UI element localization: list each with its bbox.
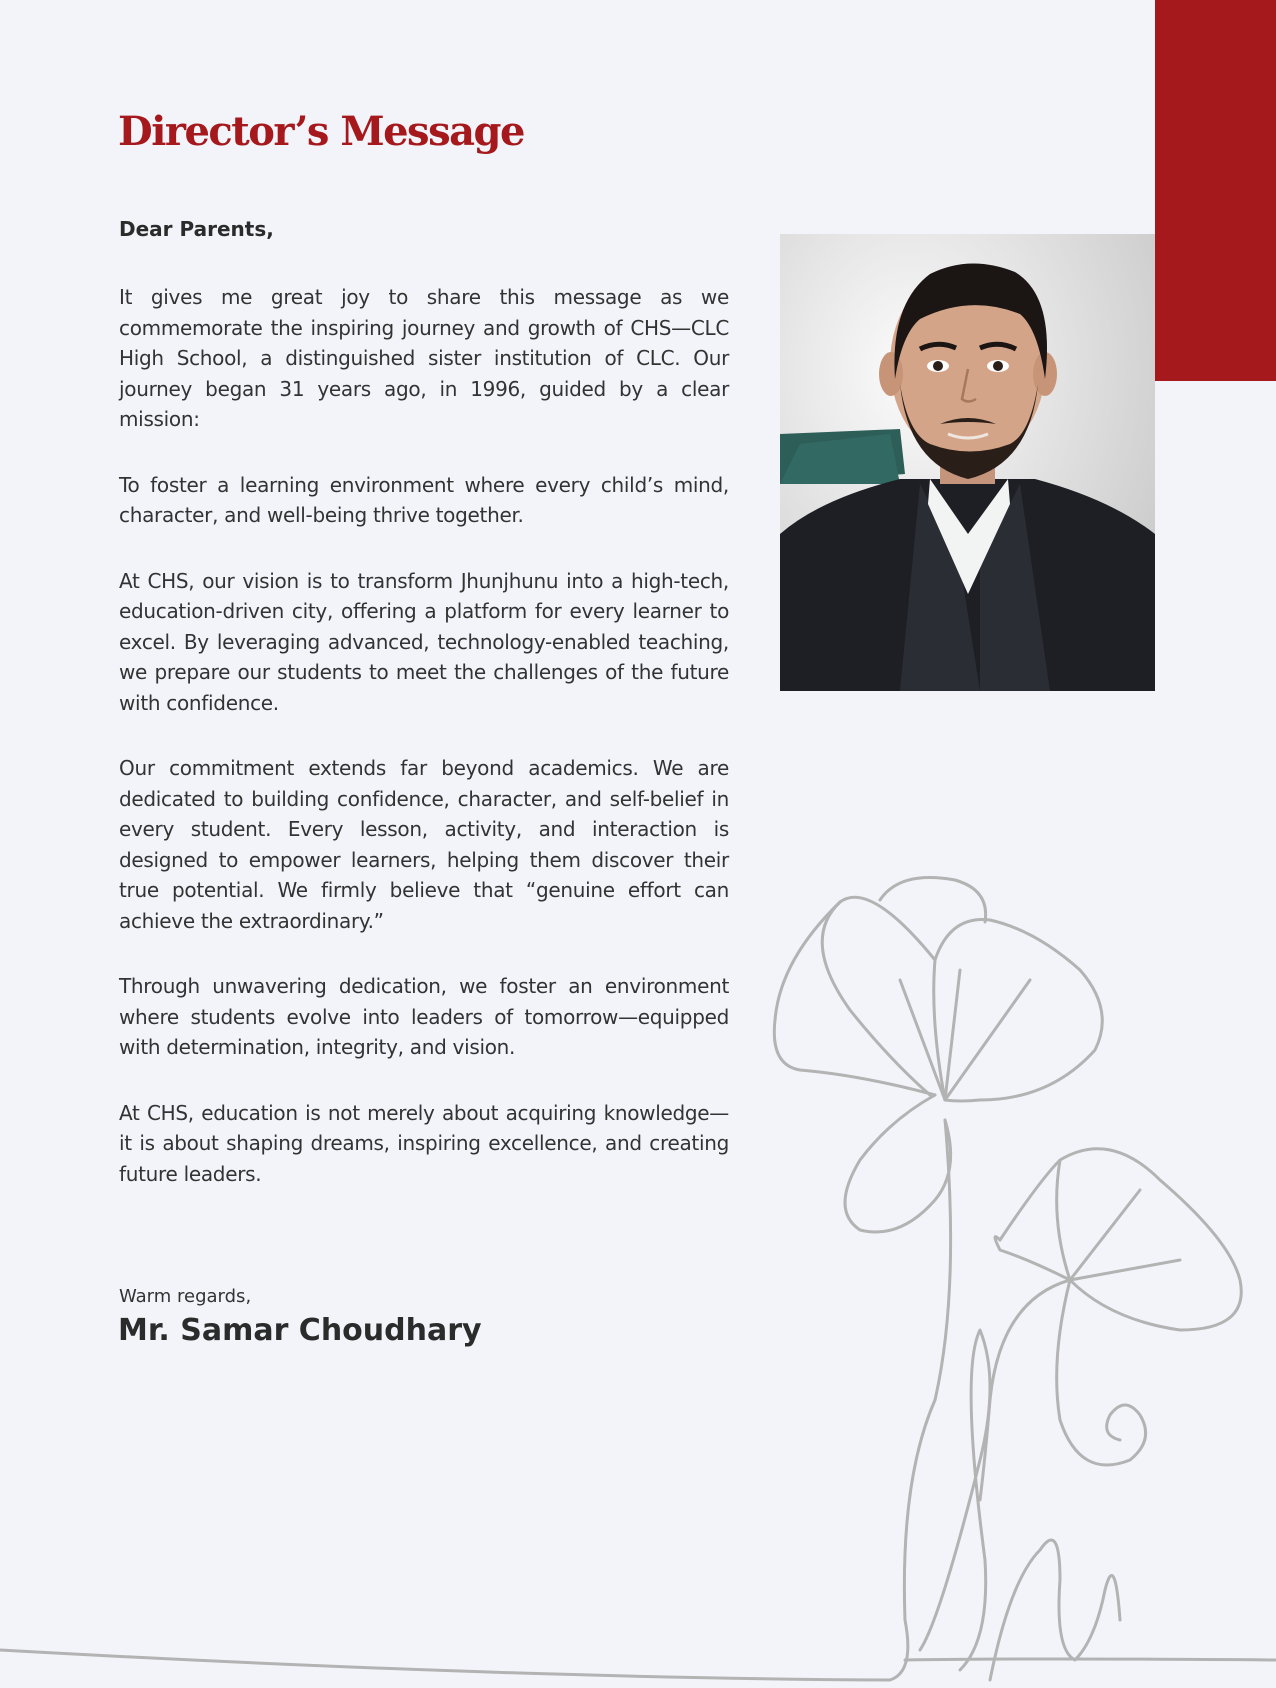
closing-line: Warm regards, xyxy=(119,1286,252,1307)
paragraph-6: At CHS, education is not merely about acquiring knowledge—it is about shaping dreams, inspiring excellence, and creating future leaders. xyxy=(119,1100,729,1186)
paragraph-3: At CHS, our vision is to transform Jhunjhunu into a high-tech, education-driven city, offering a platform for every learner to excel. By leveraging advanced, technology-enabled teaching, we prepare our students to meet the challenges of the future with confidence. xyxy=(119,568,729,715)
paragraph-4: Our commitment extends far beyond academics. We are dedicated to building confidence, character, and self-belief in every student. Every lesson, activity, and interaction is designed to empower learners, helping them discover their true potential. We firmly believe that “genuine effort can achieve the extraordinary.” xyxy=(119,756,729,933)
salutation: Dear Parents, xyxy=(119,217,274,241)
director-photo xyxy=(780,234,1155,691)
floral-line-art xyxy=(0,860,1276,1688)
page-title: Director’s Message xyxy=(118,108,524,155)
signature-name: Mr. Samar Choudhary xyxy=(118,1313,482,1348)
paragraph-1: It gives me great joy to share this message as we commemorate the inspiring journey and growth of CHS—CLC High School, a distinguished sister institution of CLC. Our journey began 31 years ago, in 1996, guided by a clear mission: xyxy=(119,285,729,431)
paragraph-5: Through unwavering dedication, we foster an environment where students evolve into leaders of tomorrow—equipped with determination, integrity, and vision. xyxy=(119,974,729,1059)
red-accent-block xyxy=(1155,0,1276,381)
paragraph-2: To foster a learning environment where every child’s mind, character, and well-being thrive together. xyxy=(119,472,729,527)
